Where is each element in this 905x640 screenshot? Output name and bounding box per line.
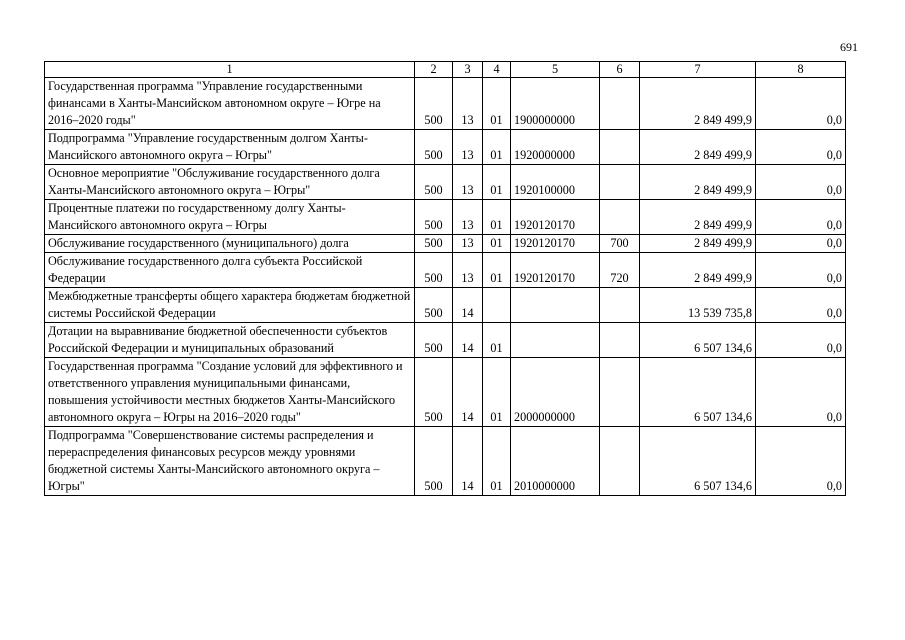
subsection-code-cell: 01 [483,358,511,427]
amount2-cell: 0,0 [756,253,846,288]
expense-type-cell [600,130,640,165]
table-row [45,165,846,200]
subsection-code-cell: 01 [483,427,511,496]
subsection-code-cell: 01 [483,165,511,200]
amount-cell: 2 849 499,9 [640,200,756,235]
expense-type-cell: 700 [600,235,640,253]
amount2-cell: 0,0 [756,288,846,323]
amount-cell: 6 507 134,6 [640,358,756,427]
page-number: 691 [840,40,858,54]
section-code-cell: 14 [453,427,483,496]
admin-code-cell: 500 [415,323,453,358]
expense-type-cell [600,165,640,200]
column-header: 5 [511,62,600,78]
admin-code-cell: 500 [415,288,453,323]
expense-type-cell: 720 [600,253,640,288]
amount-cell: 2 849 499,9 [640,78,756,130]
table-row [45,78,846,130]
table-row [45,288,846,323]
row-name-cell: Основное мероприятие "Обслуживание государственного долга Ханты-Мансийского автономного округа – Югры" [45,165,415,200]
amount-cell: 2 849 499,9 [640,235,756,253]
section-code-cell: 13 [453,200,483,235]
amount2-cell: 0,0 [756,323,846,358]
subsection-code-cell: 01 [483,235,511,253]
table-row [45,235,846,253]
expense-type-cell [600,78,640,130]
amount2-cell: 0,0 [756,78,846,130]
column-header: 2 [415,62,453,78]
subsection-code-cell: 01 [483,323,511,358]
subsection-code-cell: 01 [483,200,511,235]
section-code-cell: 13 [453,165,483,200]
admin-code-cell: 500 [415,253,453,288]
column-header: 1 [45,62,415,78]
expense-type-cell [600,200,640,235]
amount2-cell: 0,0 [756,165,846,200]
column-header: 4 [483,62,511,78]
section-code-cell: 13 [453,253,483,288]
table-row [45,253,846,288]
column-header: 3 [453,62,483,78]
section-code-cell: 14 [453,323,483,358]
row-name-cell: Подпрограмма "Совершенствование системы распределения и перераспределения финансовых ресурсов между уровнями бюджетной системы Ханты-Мансийского автономного округа – Югры" [45,427,415,496]
target-article-cell: 1900000000 [511,78,600,130]
target-article-cell: 1920120170 [511,200,600,235]
amount2-cell: 0,0 [756,130,846,165]
admin-code-cell: 500 [415,358,453,427]
admin-code-cell: 500 [415,130,453,165]
amount-cell: 2 849 499,9 [640,130,756,165]
amount2-cell: 0,0 [756,235,846,253]
row-name-cell: Подпрограмма "Управление государственным долгом Ханты-Мансийского автономного округа – Югры" [45,130,415,165]
column-header: 6 [600,62,640,78]
subsection-code-cell: 01 [483,253,511,288]
section-code-cell: 14 [453,358,483,427]
target-article-cell: 1920100000 [511,165,600,200]
target-article-cell [511,288,600,323]
expense-type-cell [600,427,640,496]
row-name-cell: Обслуживание государственного долга субъекта Российской Федерации [45,253,415,288]
target-article-cell: 1920000000 [511,130,600,165]
subsection-code-cell: 01 [483,130,511,165]
amount-cell: 6 507 134,6 [640,323,756,358]
admin-code-cell: 500 [415,78,453,130]
subsection-code-cell: 01 [483,78,511,130]
subsection-code-cell [483,288,511,323]
expense-type-cell [600,323,640,358]
target-article-cell: 2010000000 [511,427,600,496]
admin-code-cell: 500 [415,165,453,200]
section-code-cell: 13 [453,78,483,130]
target-article-cell: 1920120170 [511,253,600,288]
expense-type-cell [600,358,640,427]
target-article-cell [511,323,600,358]
section-code-cell: 13 [453,130,483,165]
amount2-cell: 0,0 [756,200,846,235]
column-header: 7 [640,62,756,78]
row-name-cell: Обслуживание государственного (муниципального) долга [45,235,415,253]
expense-type-cell [600,288,640,323]
row-name-cell: Межбюджетные трансферты общего характера бюджетам бюджетной системы Российской Федерации [45,288,415,323]
row-name-cell: Процентные платежи по государственному долгу Ханты-Мансийского автономного округа – Югры [45,200,415,235]
section-code-cell: 13 [453,235,483,253]
target-article-cell: 2000000000 [511,358,600,427]
admin-code-cell: 500 [415,200,453,235]
table-row [45,200,846,235]
amount-cell: 6 507 134,6 [640,427,756,496]
admin-code-cell: 500 [415,427,453,496]
section-code-cell: 14 [453,288,483,323]
budget-table [44,61,846,496]
amount2-cell: 0,0 [756,427,846,496]
amount-cell: 2 849 499,9 [640,165,756,200]
table-row [45,323,846,358]
row-name-cell: Государственная программа "Управление государственными финансами в Ханты-Мансийском автономном округе – Югре на 2016–2020 годы" [45,78,415,130]
amount-cell: 2 849 499,9 [640,253,756,288]
table-row [45,130,846,165]
table-row [45,358,846,427]
column-header: 8 [756,62,846,78]
table-row [45,427,846,496]
target-article-cell: 1920120170 [511,235,600,253]
row-name-cell: Дотации на выравнивание бюджетной обеспеченности субъектов Российской Федерации и муниципальных образований [45,323,415,358]
row-name-cell: Государственная программа "Создание условий для эффективного и ответственного управления муниципальными финансами, повышения устойчивости местных бюджетов Ханты-Мансийского автономного округа – Югры на 2016–2020 годы" [45,358,415,427]
amount-cell: 13 539 735,8 [640,288,756,323]
amount2-cell: 0,0 [756,358,846,427]
column-number-row [45,62,846,78]
admin-code-cell: 500 [415,235,453,253]
